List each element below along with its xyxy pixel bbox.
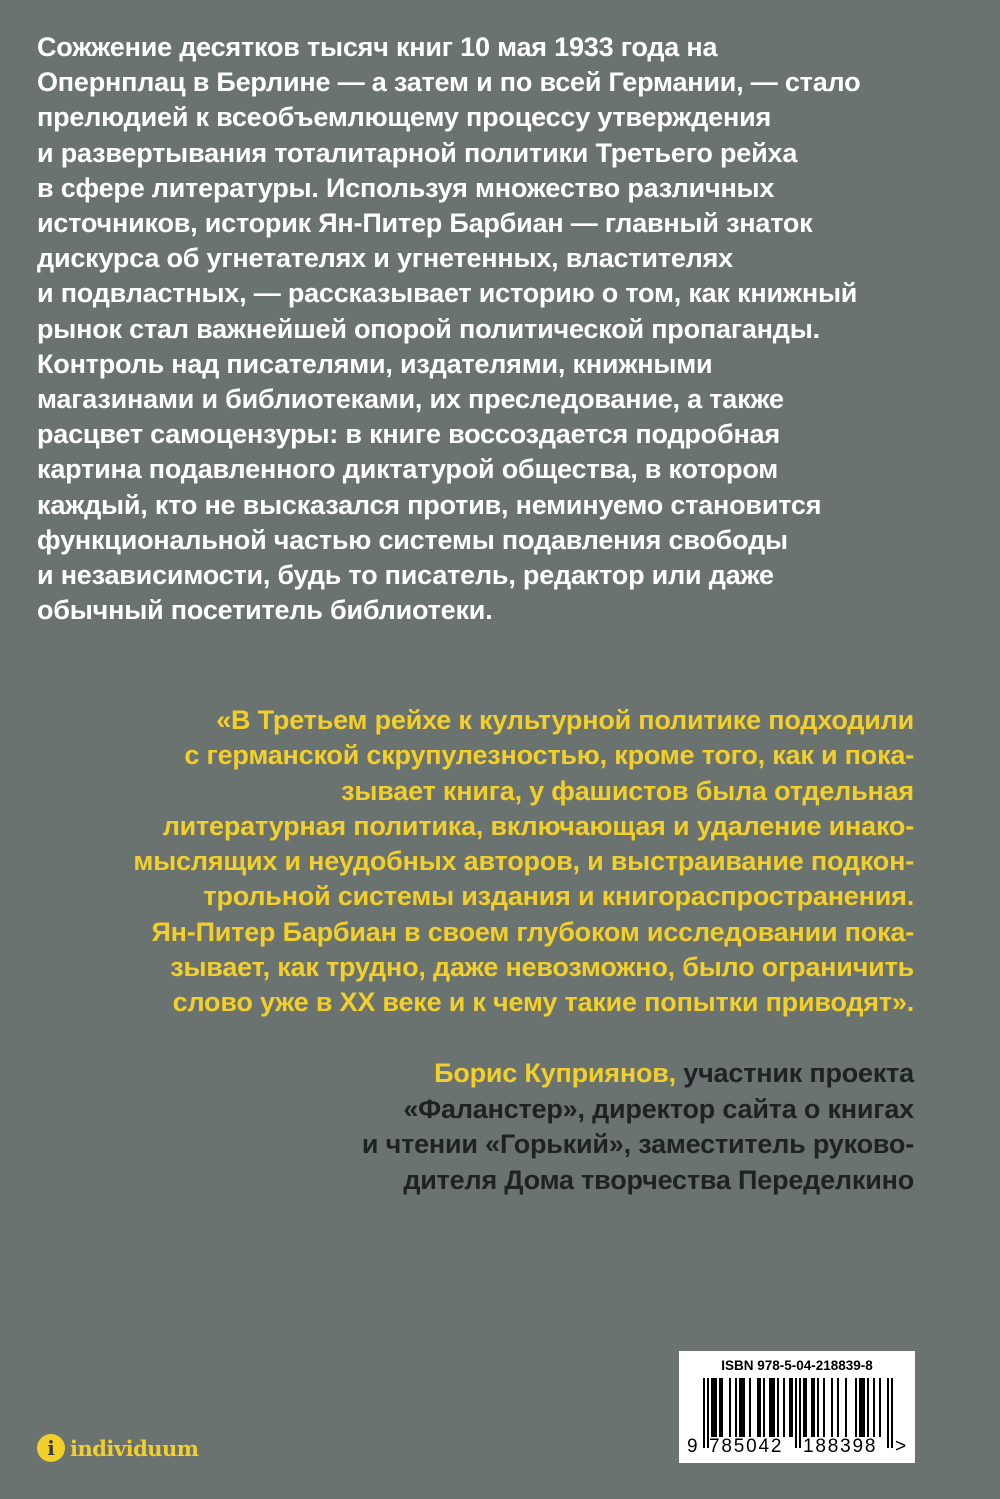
description-line: каждый, кто не высказался против, неминуемо становится xyxy=(37,489,822,520)
barcode-bar xyxy=(783,1378,785,1437)
description-line: Сожжение десятков тысяч книг 10 мая 1933 года на xyxy=(37,32,718,62)
barcode-quiet-mark: > xyxy=(895,1436,907,1457)
description-line: расцвет самоцензуры: в книге воссоздается подробная xyxy=(37,419,780,450)
attribution-line: и чтении «Горький», заместитель руково- xyxy=(361,1129,914,1159)
publisher-i-icon: i xyxy=(37,1434,65,1462)
barcode-bar xyxy=(713,1378,715,1437)
barcode-bar xyxy=(763,1378,765,1437)
barcode-bar xyxy=(855,1378,857,1437)
quote-attribution xyxy=(114,1056,914,1198)
barcode-bar xyxy=(879,1378,881,1437)
attribution-line xyxy=(114,1056,914,1092)
description-line: в сфере литературы. Используя множество различных xyxy=(37,172,775,203)
barcode-bar xyxy=(749,1378,751,1437)
description-line: Контроль над писателями, издателями, книжными xyxy=(37,348,713,379)
barcode-bar xyxy=(773,1378,775,1437)
barcode-bar xyxy=(811,1378,813,1437)
review-quote xyxy=(54,703,914,1021)
barcode-bar xyxy=(813,1378,815,1437)
author-name: Борис Куприянов, xyxy=(434,1058,676,1088)
barcode-bar xyxy=(741,1378,743,1437)
barcode-bar xyxy=(823,1378,825,1437)
description-line: обычный посетитель библиотеки. xyxy=(37,595,493,626)
barcode-bar xyxy=(817,1378,819,1437)
barcode-bar xyxy=(769,1378,771,1437)
barcode-bar xyxy=(863,1378,865,1437)
barcode-bar xyxy=(777,1378,779,1437)
isbn-barcode xyxy=(679,1351,915,1463)
quote-line: «В Третьем рейхе к культурной политике подходили xyxy=(216,705,914,735)
isbn-label: ISBN 978-5-04-218839-8 xyxy=(721,1358,873,1373)
barcode-left-group: 785042 xyxy=(709,1436,784,1457)
description-line: функциональной частью системы подавления свободы xyxy=(37,524,788,555)
attribution-line: «Фаланстер», директор сайта о книгах xyxy=(403,1093,914,1124)
description-line: и подвластных, — рассказывает историю о том, как книжный xyxy=(37,278,858,309)
quote-line: Ян-Питер Барбиан в своем глубоком исследовании пока- xyxy=(151,916,914,947)
quote-line: литературная политика, включающая и удаление инако- xyxy=(162,810,914,841)
barcode-lead-digit: 9 xyxy=(687,1436,698,1457)
barcode-bar xyxy=(831,1378,833,1437)
description-line: магазинами и библиотеками, их преследование, а также xyxy=(37,384,784,415)
barcode-bar xyxy=(861,1378,863,1437)
quote-line: трольной системы издания и книгораспространения. xyxy=(203,881,914,912)
quote-line: слово уже в XX веке и к чему такие попытки приводят». xyxy=(172,987,914,1018)
barcode-bar xyxy=(729,1378,731,1437)
description-line: прелюдией к всеобъемлющему процессу утверждения xyxy=(37,102,772,133)
barcode-bar xyxy=(859,1378,861,1437)
attribution-line: дителя Дома творчества Переделкино xyxy=(403,1164,914,1195)
publisher-name: individuum xyxy=(70,1435,199,1461)
barcode-bar xyxy=(803,1378,805,1437)
barcode-bar xyxy=(759,1378,761,1437)
description-line: и развертывания тоталитарной политики Третьего рейха xyxy=(37,137,798,168)
barcode-bar xyxy=(715,1378,717,1437)
barcode-right-group: 188398 xyxy=(803,1436,878,1457)
barcode-bar xyxy=(805,1378,807,1437)
quote-line: зывает, как трудно, даже невозможно, было ограничить xyxy=(170,952,914,983)
barcode-bar xyxy=(789,1378,791,1437)
quote-line: мыслящих и неудобных авторов, и выстраивание подкон- xyxy=(133,846,914,877)
description-line: источников, историк Ян-Питер Барбиан — главный знаток xyxy=(37,208,813,239)
barcode-digits xyxy=(679,1436,915,1460)
description-line: дискурса об угнетателях и угнетенных, властителях xyxy=(37,243,733,274)
barcode-bar xyxy=(791,1378,793,1437)
barcode-bar xyxy=(837,1378,839,1437)
quote-line: зывает книга, у фашистов была отдельная xyxy=(341,775,914,806)
barcode-bar xyxy=(873,1378,875,1437)
barcode-bar xyxy=(743,1378,745,1437)
barcode-bar xyxy=(719,1378,721,1437)
barcode-bar xyxy=(711,1378,713,1437)
barcode-bar xyxy=(735,1378,737,1437)
barcode-bar xyxy=(739,1378,741,1437)
publisher-logo xyxy=(37,1432,199,1464)
description-line: Опернплац в Берлине — а затем и по всей Германии, — стало xyxy=(37,67,861,98)
description-line: и независимости, будь то писатель, редактор или даже xyxy=(37,560,774,591)
barcode-bar xyxy=(771,1378,773,1437)
description-line: рынок стал важнейшей опорой политической пропаганды. xyxy=(37,313,820,344)
attribution-role: участник проекта xyxy=(675,1058,914,1088)
quote-line: с германской скрупулезностью, кроме того, как и пока- xyxy=(184,740,914,771)
barcode-bar xyxy=(721,1378,723,1437)
book-description xyxy=(37,30,937,628)
barcode-bar xyxy=(845,1378,847,1437)
barcode-bar xyxy=(757,1378,759,1437)
description-line: картина подавленного диктатурой общества, в котором xyxy=(37,454,779,485)
barcode-bar xyxy=(867,1378,869,1437)
